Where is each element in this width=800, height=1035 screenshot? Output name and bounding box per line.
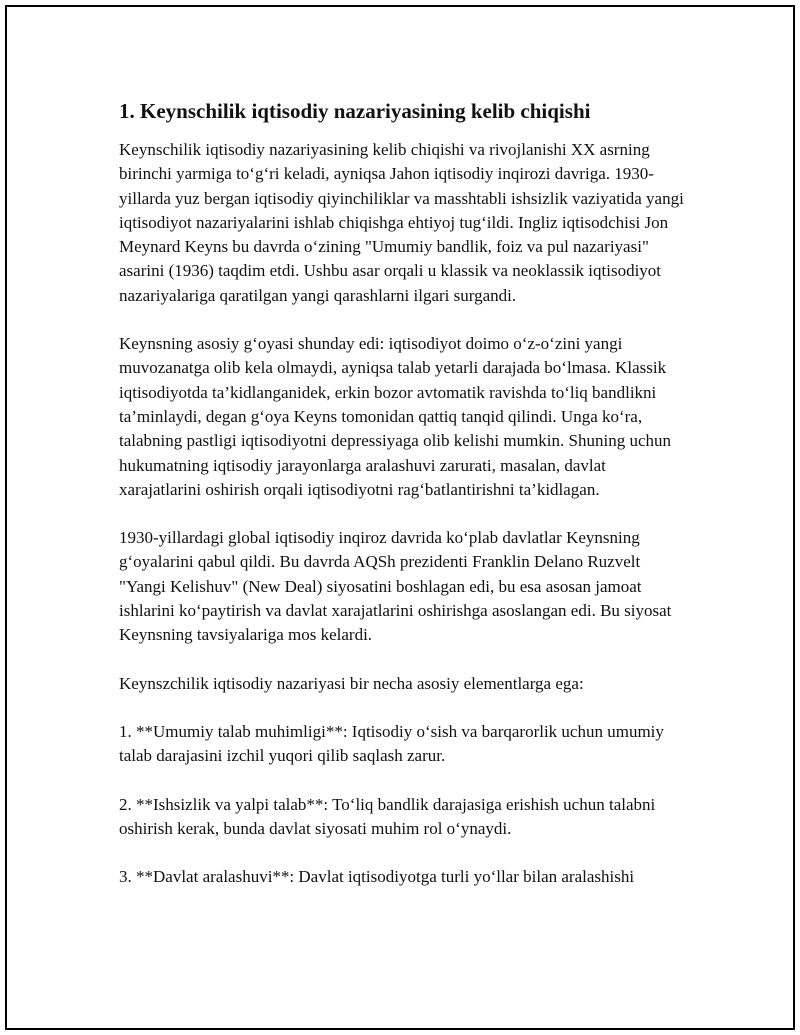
paragraph-origin: Keynschilik iqtisodiy nazariyasining kelib chiqishi va rivojlanishi XX asrning birinchi yarmiga to‘g‘ri keladi, ayniqsa Jahon iqtisodiy inqirozi davriga. 1930-yillarda yuz bergan iqtisodiy qiyinchiliklar va masshtabli ishsizlik vaziyatida yangi iqtisodiyot nazariyalarini ishlab chiqishga ehtiyoj tug‘ildi. Ingliz iqtisodchisi Jon Meynard Keyns bu davrda o‘zining "Umumiy bandlik, foiz va pul nazariyasi" asarini (1936) taqdim etdi. Ushbu asar orqali u klassik va neoklassik iqtisodiyot nazariyalariga qaratilgan yangi qarashlarni ilgari surgandi. (119, 140, 684, 305)
paragraph-great-depression: 1930-yillardagi global iqtisodiy inqiroz davrida ko‘plab davlatlar Keynsning g‘oyalarini qabul qildi. Bu davrda AQSh prezidenti Franklin Delano Ruzvelt "Yangi Kelishuv" (New Deal) siyosatini boshlagan edi, bu esa asosan jamoat ishlarini ko‘paytirish va davlat xarajatlarini oshirishga asoslangan edi. Bu siyosat Keynsning tavsiyalariga mos kelardi. (119, 528, 672, 645)
list-item-aggregate-demand: 1. **Umumiy talab muhimligi**: Iqtisodiy o‘sish va barqarorlik uchun umumiy talab darajasini izchil yuqori qilib saqlash zarur. (119, 721, 664, 766)
list-item-state-intervention: 3. **Davlat aralashuvi**: Davlat iqtisodiyotga turli yo‘llar bilan aralashishi (119, 867, 635, 887)
section-heading: 1. Keynschilik iqtisodiy nazariyasining kelib chiqishi (119, 99, 591, 123)
document-content (119, 97, 689, 913)
list-item-unemployment: 2. **Ishsizlik va yalpi talab**: To‘liq bandlik darajasiga erishish uchun talabni oshirish kerak, bunda davlat siyosati muhim rol o‘ynaydi. (119, 794, 656, 838)
document-page (5, 5, 795, 1030)
paragraph-elements-intro: Keynszchilik iqtisodiy nazariyasi bir necha asosiy elementlarga ega: (119, 673, 584, 693)
paragraph-main-idea: Keynsning asosiy g‘oyasi shunday edi: iqtisodiyot doimo o‘z-o‘zini yangi muvozanatga olib kela olmaydi, ayniqsa talab yetarli darajada bo‘lmasa. Klassik iqtisodiyotda ta’kidlanganidek, erkin bozor avtomatik ravishda to‘liq bandlikni ta’minlaydi, degan g‘oya Keyns tomonidan qattiq tanqid qilindi. Unga ko‘ra, talabning pastligi iqtisodiyotni depressiyaga olib kelishi mumkin. Shuning uchun hukumatning iqtisodiy jarayonlarga aralashuvi zarurati, masalan, davlat xarajatlarini oshirish orqali iqtisodiyotni rag‘batlantirishni ta’kidlagan. (119, 334, 671, 499)
